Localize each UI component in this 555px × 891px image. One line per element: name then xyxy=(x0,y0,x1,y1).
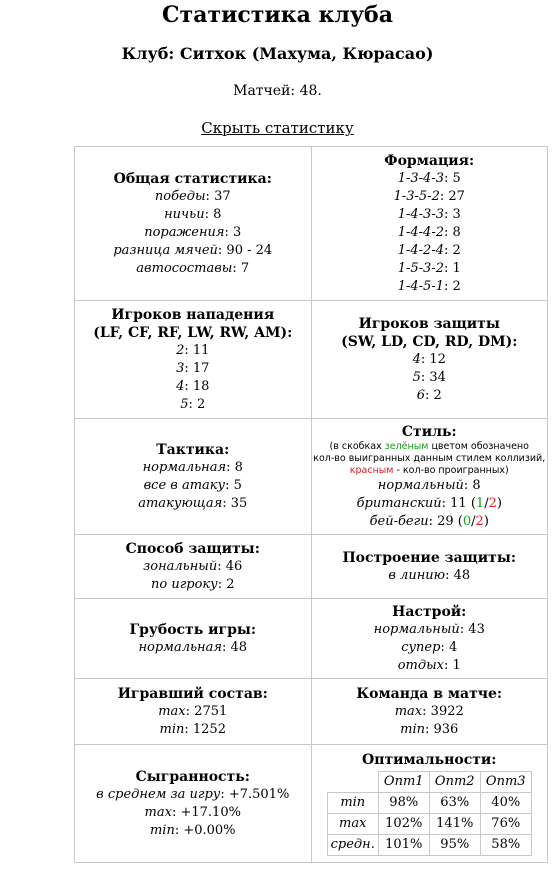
stat-row: нормальная: 8 xyxy=(142,459,243,475)
column-header: Опт1 xyxy=(378,772,429,793)
page-title: Статистика клуба xyxy=(162,2,393,28)
stat-row: 5: 2 xyxy=(180,396,206,412)
stat-row: 1-4-4-2: 8 xyxy=(397,224,461,240)
table-cell: 95% xyxy=(429,835,480,856)
defense-build-cell xyxy=(312,535,549,599)
stat-row: супер: 4 xyxy=(401,639,458,655)
row-header: средн. xyxy=(327,835,378,856)
team-in-match-cell xyxy=(312,679,549,745)
stat-row: нормальный: 8 xyxy=(377,477,481,493)
stat-row: автосоставы: 7 xyxy=(136,260,250,276)
table-cell: 63% xyxy=(429,793,480,814)
defense-players-title: Игроков защиты xyxy=(358,315,500,332)
table-cell: 58% xyxy=(480,835,531,856)
style-cell xyxy=(312,419,549,535)
stat-row: атакующая: 35 xyxy=(138,495,248,511)
stat-row: max: 3922 xyxy=(394,703,464,719)
cohesion-title: Сыгранность: xyxy=(135,768,250,785)
stat-row: 6: 2 xyxy=(416,387,442,403)
table-cell: 102% xyxy=(378,814,429,835)
stat-row: 4: 18 xyxy=(176,378,210,394)
stat-row: 1-4-5-1: 2 xyxy=(397,278,461,294)
table-corner xyxy=(327,772,378,793)
stat-row: разница мячей: 90 - 24 xyxy=(113,242,273,258)
stat-row: зональный: 46 xyxy=(143,558,243,574)
stat-row: нормальный: 43 xyxy=(373,621,485,637)
stat-row: min: +0.00% xyxy=(149,822,236,838)
stat-row: ничьи: 8 xyxy=(164,206,222,222)
stat-row: отдых: 1 xyxy=(397,657,461,673)
table-row xyxy=(327,835,531,856)
stat-row: 2: 11 xyxy=(176,342,210,358)
style-title: Стиль: xyxy=(401,423,457,440)
table-cell: 141% xyxy=(429,814,480,835)
stat-row: min: 936 xyxy=(400,721,459,737)
stat-row: все в атаку: 5 xyxy=(143,477,242,493)
cohesion-cell xyxy=(75,745,312,863)
played-lineup-cell xyxy=(75,679,312,745)
column-header: Опт3 xyxy=(480,772,531,793)
stat-row: 4: 12 xyxy=(412,351,446,367)
defense-players-subtitle: (SW, LD, CD, RD, DM): xyxy=(341,333,518,350)
table-row xyxy=(327,814,531,835)
column-header: Опт2 xyxy=(429,772,480,793)
stat-row: 1-3-4-3: 5 xyxy=(397,170,461,186)
tactics-title: Тактика: xyxy=(156,441,230,458)
stat-row: британский: 11 (1/2) xyxy=(356,495,502,511)
optimality-title: Оптимальности: xyxy=(362,752,497,768)
mood-cell xyxy=(312,599,549,679)
defense-build-title: Построение защиты: xyxy=(342,549,517,566)
table-cell: 98% xyxy=(378,793,429,814)
club-line: Клуб: Ситхок (Махума, Кюрасао) xyxy=(121,44,434,63)
row-header: max xyxy=(327,814,378,835)
attack-players-title: Игроков нападения xyxy=(111,306,275,323)
stat-row: в среднем за игру: +7.501% xyxy=(96,786,290,802)
stat-row: 1-3-5-2: 27 xyxy=(393,188,465,204)
stats-table xyxy=(74,146,548,863)
stat-row: 1-4-2-4: 2 xyxy=(397,242,461,258)
stat-row: 5: 34 xyxy=(412,369,446,385)
matches-count: Матчей: 48. xyxy=(233,83,322,99)
mood-title: Настрой: xyxy=(392,603,467,620)
style-note: (в скобках зелёным цветом обозначено кол-во выигранных данным стилем коллизий, красным - кол-во проигранных) xyxy=(313,440,546,476)
optimality-cell xyxy=(312,745,549,863)
stat-row: победы: 37 xyxy=(154,188,231,204)
team-in-match-title: Команда в матче: xyxy=(356,685,503,702)
tactics-cell xyxy=(75,419,312,535)
row-header: min xyxy=(327,793,378,814)
stat-row: max: +17.10% xyxy=(144,804,241,820)
formation-title: Формация: xyxy=(384,152,475,169)
general-stats-title: Общая статистика: xyxy=(113,170,272,187)
general-stats-cell xyxy=(75,147,312,301)
formation-cell xyxy=(312,147,549,301)
stat-row: max: 2751 xyxy=(158,703,228,719)
stat-row: нормальная: 48 xyxy=(138,639,248,655)
stat-row: min: 1252 xyxy=(159,721,226,737)
table-cell: 76% xyxy=(480,814,531,835)
attack-players-subtitle: (LF, CF, RF, LW, RW, AM): xyxy=(93,324,293,341)
roughness-title: Грубость игры: xyxy=(129,621,257,638)
played-lineup-title: Игравший состав: xyxy=(117,685,268,702)
stat-row: бей-беги: 29 (0/2) xyxy=(369,513,489,529)
table-cell: 101% xyxy=(378,835,429,856)
defense-method-cell xyxy=(75,535,312,599)
stat-row: 1-5-3-2: 1 xyxy=(397,260,461,276)
stat-row: по игроку: 2 xyxy=(150,576,235,592)
roughness-cell xyxy=(75,599,312,679)
optimality-table xyxy=(327,771,532,856)
defense-players-cell xyxy=(312,301,549,419)
table-cell: 40% xyxy=(480,793,531,814)
defense-method-title: Способ защиты: xyxy=(125,540,260,557)
hide-stats-link[interactable]: Скрыть статистику xyxy=(201,119,354,137)
stat-row: поражения: 3 xyxy=(144,224,242,240)
stat-row: 1-4-3-3: 3 xyxy=(397,206,461,222)
stat-row: в линию: 48 xyxy=(388,567,471,583)
attack-players-cell xyxy=(75,301,312,419)
table-row xyxy=(327,793,531,814)
stat-row: 3: 17 xyxy=(176,360,210,376)
